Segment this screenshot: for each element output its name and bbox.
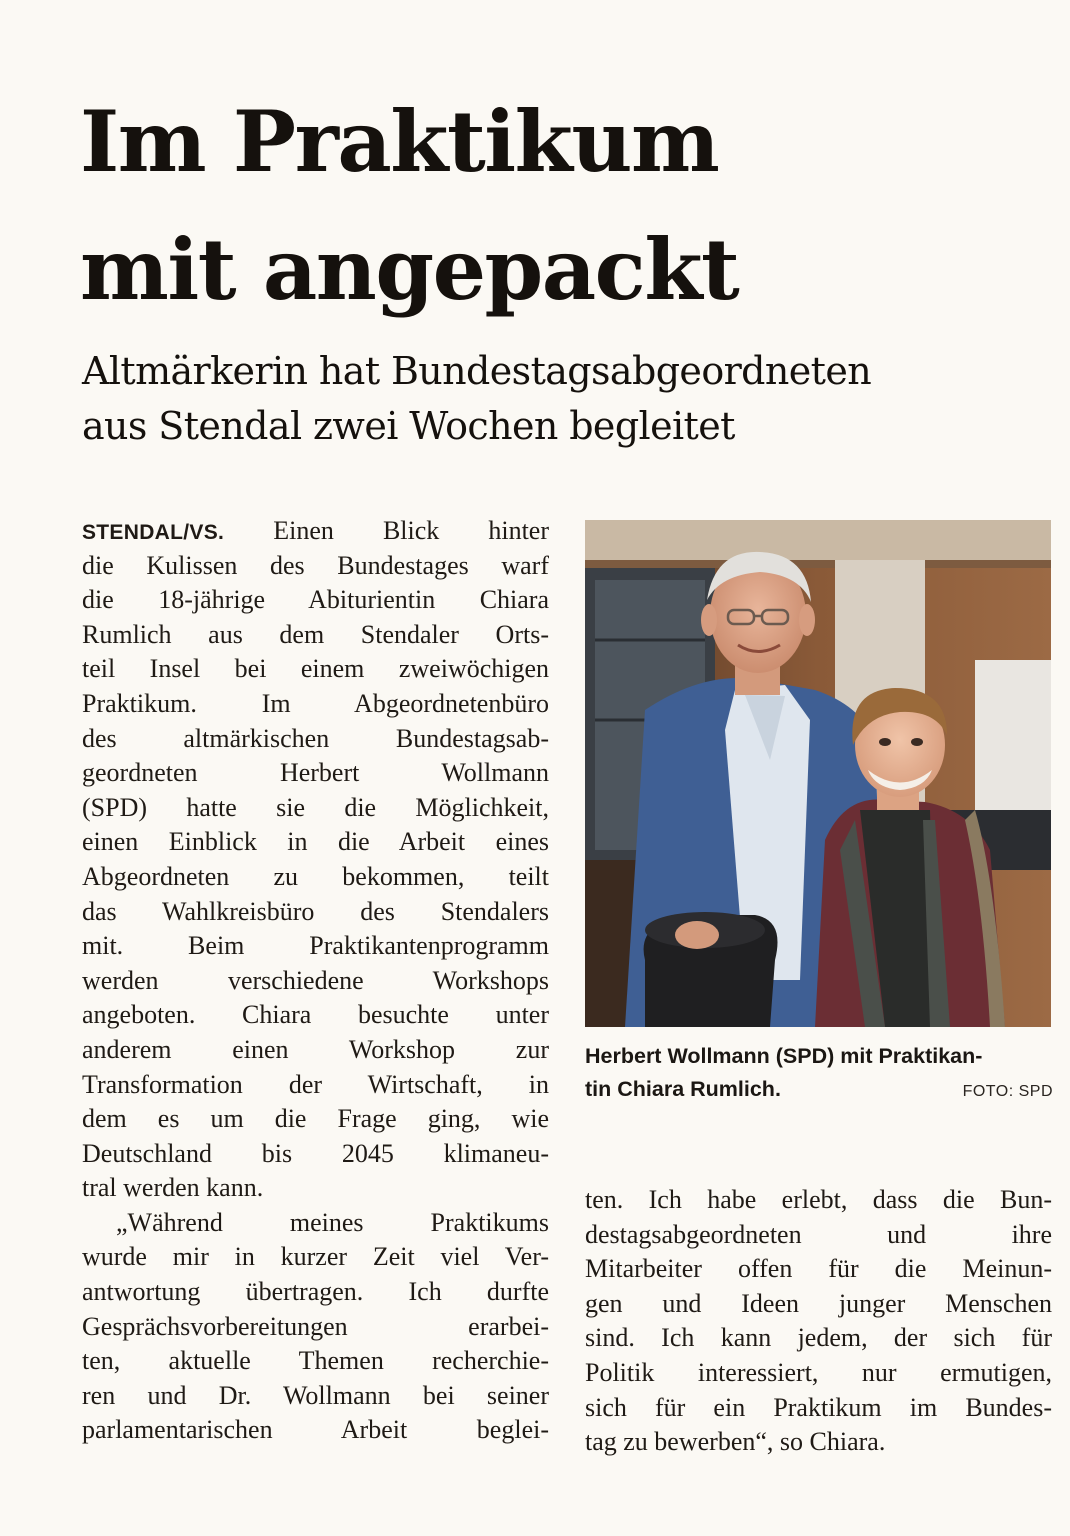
body-text-line: Transformation der Wirtschaft, in [82,1069,549,1099]
article-body-left-column [82,514,549,1448]
headline-line: mit angepackt [80,220,739,319]
body-text-line: die 18-jährige Abiturientin Chiara [82,585,549,615]
body-text-line: anderem einen Workshop zur [82,1034,549,1064]
subheadline-line: aus Stendal zwei Wochen begleitet [82,404,735,448]
body-text-line: Abgeordneten zu bekommen, teilt [82,861,549,891]
body-text-line: Deutschland bis 2045 klimaneu- [82,1138,549,1168]
body-text-line: dem es um die Frage ging, wie [82,1104,549,1134]
body-text-line: tral werden kann. [82,1173,264,1203]
body-text-line: Praktikum. Im Abgeordnetenbüro [82,688,549,718]
body-text-line: „Während meines Praktikums [116,1207,549,1237]
body-text-line: (SPD) hatte sie die Möglichkeit, [82,792,549,822]
headline-line: Im Praktikum [80,92,719,191]
body-text-line [82,514,549,549]
subheadline-line: Altmärkerin hat Bundestagsabgeordneten [82,349,872,393]
photo-credit: FOTO: SPD [962,1083,1053,1100]
subheadline [82,344,1042,454]
caption-line: tin Chiara Rumlich. [585,1077,781,1101]
body-text-line: sich für ein Praktikum im Bundes- [585,1392,1052,1422]
body-text-line: sind. Ich kann jedem, der sich für [585,1323,1052,1353]
body-text-line: werden verschiedene Workshops [82,965,549,995]
photo-caption [585,1040,1053,1108]
article-photo [585,520,1051,1027]
body-text-line: geordneten Herbert Wollmann [82,758,549,788]
body-text-line: einen Einblick in die Arbeit eines [82,827,549,857]
body-text-line: Rumlich aus dem Stendaler Orts- [82,619,549,649]
body-text-line: tag zu bewerben“, so Chiara. [585,1427,886,1457]
body-text-line: ren und Dr. Wollmann bei seiner [82,1380,549,1410]
body-text-line: das Wahlkreisbüro des Stendalers [82,896,549,926]
body-text-line: Politik interessiert, nur ermutigen, [585,1357,1052,1387]
body-text-line: Mitarbeiter offen für die Meinun- [585,1254,1052,1284]
body-text-line: parlamentarischen Arbeit beglei- [82,1415,549,1445]
body-text-line: ten, aktuelle Themen recherchie- [82,1346,549,1376]
body-text-line: wurde mir in kurzer Zeit viel Ver- [82,1242,549,1272]
body-text-line: mit. Beim Praktikantenprogramm [82,931,549,961]
dateline: STENDAL/VS. [82,521,225,544]
body-text-line: destagsabgeordneten und ihre [585,1219,1052,1249]
body-text-line: teil Insel bei einem zweiwöchigen [82,654,549,684]
body-text-line: Gesprächsvorbereitungen erarbei- [82,1311,549,1341]
body-text: Einen Blick hinter [273,516,549,545]
body-text-line: gen und Ideen junger Menschen [585,1288,1052,1318]
body-text-line: angeboten. Chiara besuchte unter [82,1000,549,1030]
body-text-line: die Kulissen des Bundestages warf [82,550,549,580]
caption-line: Herbert Wollmann (SPD) mit Praktikan- [585,1044,983,1068]
body-text-line: des altmärkischen Bundestagsab- [82,723,549,753]
body-text-line: antwortung übertragen. Ich durfte [82,1277,549,1307]
body-text-line: ten. Ich habe erlebt, dass die Bun- [585,1185,1052,1214]
article-body-right-column [585,1183,1052,1460]
headline [80,78,1040,334]
